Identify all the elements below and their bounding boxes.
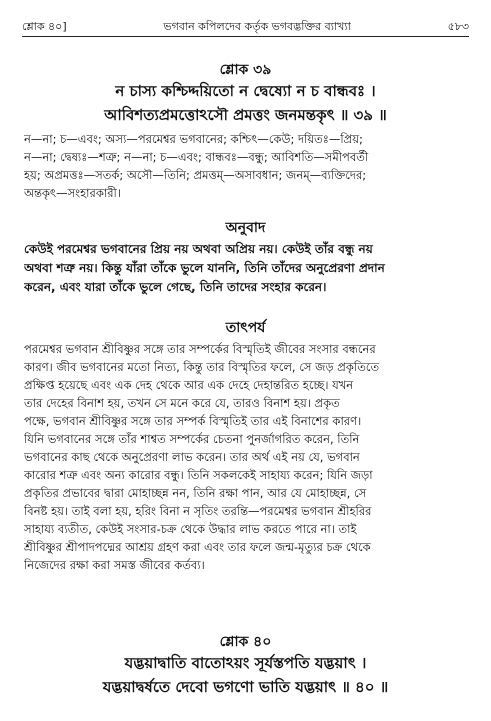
- translation-heading: অনুবাদ: [225, 220, 266, 236]
- sloka-39-line-1: ন চাস্য কশ্চিদ্দয়িতো ন দ্বেষ্যো ন চ বান্ধবঃ ।: [115, 82, 376, 100]
- header-verse-ref: শ্লোক ৪০]: [22, 20, 67, 33]
- sloka-39-title: শ্লোক ৩৯: [219, 62, 272, 78]
- running-header: [22, 18, 469, 37]
- purport-line: নিজেদের রক্ষা করা সমস্ত জীবের কর্তব্য।: [24, 558, 205, 572]
- purport-line: তার দেহের বিনাশ হয়, তখন সে মনে করে যে, তারও বিনাশ হয়। প্রকৃত: [24, 396, 340, 410]
- purport-line: কারণ। জীব ভগবানের মতো নিত্য, কিন্তু তার বিস্মৃতির ফলে, সে জড় প্রকৃতিতে: [24, 360, 380, 374]
- purport-line: পরমেশ্বর ভগবান শ্রীবিষ্ণুর সঙ্গে তার সম্পর্কের বিস্মৃতিই জীবের সংসার বন্ধনের: [24, 342, 376, 356]
- translation-line: করেন, এবং যারা তাঁকে ভুলে গেছে, তিনি তাদের সংহার করেন।: [24, 280, 327, 294]
- purport-heading: তাৎপর্য: [225, 320, 266, 336]
- purport-line: যিনি ভগবানের সঙ্গে তাঁর শাশ্বত সম্পর্কের চেতনা পুনর্জাগরিত করেন, তিনি: [24, 432, 360, 446]
- synonyms-line: অন্তকৃৎ—সংহারকারী।: [24, 186, 121, 200]
- purport-line: প্রকৃতির প্রভাবের দ্বারা মোহাচ্ছন্ন নন, তিনি রক্ষা পান, আর যে মোহাচ্ছন্ন, সে: [24, 486, 367, 500]
- purport-line: কারোর শত্রু এবং অন্য কারোর বন্ধু। তিনি সকলকেই সাহায্য করেন; যিনি জড়া: [24, 468, 373, 482]
- synonyms-block: [24, 130, 467, 202]
- translation-line: কেউই পরমেশ্বর ভগবানের প্রিয় নয় অথবা অপ্রিয় নয়। কেউই তাঁর বন্ধু নয়: [24, 242, 373, 256]
- page-number: ৫৮৩: [447, 20, 469, 33]
- synonyms-line: ন—না; চ—এবং; অস্য—পরমেশ্বর ভগবানের; কশ্চিৎ—কেউ; দয়িতঃ—প্রিয়;: [24, 132, 363, 146]
- purport-line: বিনষ্ট হয়। তাই বলা হয়, হরিং বিনা ন সৃতিং তরন্তি—পরমেশ্বর ভগবান শ্রীহরির: [24, 504, 372, 518]
- purport-line: প্রক্ষিপ্ত হয়েছে এবং এক দেহ থেকে আর এক দেহে দেহান্তরিত হচ্ছে। যখন: [24, 378, 354, 392]
- translation-block: [24, 240, 467, 297]
- purport-line: ভগবানের কাছ থেকে অনুপ্রেরণা লাভ করেন। তার অর্থ এই নয় যে, ভগবান: [24, 450, 360, 464]
- header-rule: [22, 36, 469, 37]
- translation-line: অথবা শত্রু নয়। কিন্তু যাঁরা তাঁকে ভুলে যাননি, তিনি তাঁদের অনুপ্রেরণা প্রদান: [24, 261, 385, 275]
- sloka-40-title: শ্লোক ৪০: [219, 634, 272, 650]
- purport-line: পক্ষে, ভগবান শ্রীবিষ্ণুর সঙ্গে তার সম্পর্ক বিস্মৃতিই তার এই বিনাশের কারণ।: [24, 414, 362, 428]
- purport-line: শ্রীবিষ্ণুর শ্রীপাদপদ্মের আশ্রয় গ্রহণ করা এবং তার ফলে জন্ম-মৃত্যুর চক্র থেকে: [24, 540, 371, 554]
- purport-block: [24, 340, 467, 574]
- sloka-39-line-2: আবিশত্যপ্রমত্তোঽসৌ প্রমত্তং জনমন্তকৃৎ ॥ ৩৯ ॥: [104, 106, 387, 124]
- synonyms-line: হয়; অপ্রমত্তঃ—সতর্ক; অসৌ—তিনি; প্রমত্তম্—অসাবধান; জনম্—ব্যক্তিদের;: [24, 168, 367, 182]
- header-chapter-title: ভগবান কপিলদেব কর্তৃক ভগবদ্ভক্তির ব্যাখ্যা: [163, 20, 351, 33]
- purport-line: সাহায্য ব্যতীত, কেউই সংসার-চক্র থেকে উদ্ধার লাভ করতে পারে না। তাই: [24, 522, 357, 536]
- synonyms-line: ন—না; দ্বেষ্যঃ—শত্রু; ন—না; চ—এবং; বান্ধবঃ—বন্ধু; আবিশতি—সমীপবর্তী: [24, 150, 369, 164]
- sloka-40-line-2: যদ্ভয়াদ্বর্ষতে দেবো ভগণো ভাতি যদ্ভয়াৎ ॥ ৪০ ॥: [102, 678, 389, 696]
- sloka-40-line-1: যদ্ভয়াদ্বাতি বাতোঽয়ং সূর্যস্তপতি যদ্ভয়াৎ ।: [124, 654, 367, 672]
